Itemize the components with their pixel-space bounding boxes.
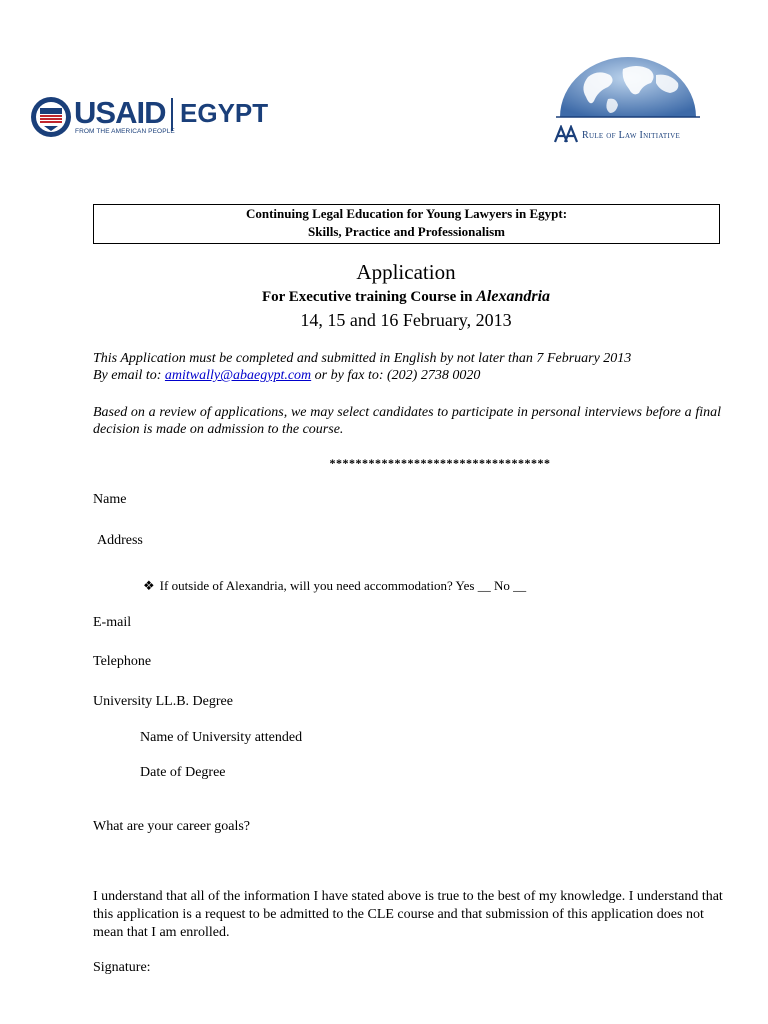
aba-logo bbox=[548, 55, 708, 155]
usaid-tagline: FROM THE AMERICAN PEOPLE bbox=[75, 128, 175, 135]
fax-text: or by fax to: (202) 2738 0020 bbox=[311, 368, 481, 383]
email-label: E-mail bbox=[93, 615, 132, 630]
telephone-label: Telephone bbox=[93, 654, 152, 669]
review-note: Based on a review of applications, we may select candidates to participate in personal interviews before a final decision is made on admission to the course. bbox=[93, 405, 721, 437]
declaration-text: I understand that all of the information I have stated above is true to the best of my knowledge. I understand that this application is a request to be admitted to the CLE course and that submission of this application does not mean that I am enrolled. bbox=[93, 889, 723, 940]
usaid-country: EGYPT bbox=[180, 98, 269, 128]
program-header-box bbox=[93, 204, 720, 244]
page-title: Application bbox=[356, 260, 456, 284]
degree-label: University LL.B. Degree bbox=[93, 694, 233, 709]
signature-label: Signature: bbox=[93, 960, 151, 975]
contact-line bbox=[93, 367, 723, 384]
aba-text: Rule of Law Initiative bbox=[582, 130, 681, 141]
university-label: Name of University attended bbox=[140, 730, 303, 745]
career-goals-label: What are your career goals? bbox=[93, 819, 251, 834]
course-subtitle bbox=[0, 288, 768, 306]
email-prefix: By email to: bbox=[93, 368, 165, 383]
usaid-divider bbox=[171, 98, 173, 131]
email-link[interactable]: amitwally@abaegypt.com bbox=[164, 368, 312, 383]
name-label: Name bbox=[93, 492, 127, 507]
deadline-note bbox=[93, 350, 723, 384]
degree-date-label: Date of Degree bbox=[140, 765, 226, 780]
diamond-bullet-icon: ❖ bbox=[143, 579, 155, 594]
accommodation-text: If outside of Alexandria, will you need accommodation? Yes __ No __ bbox=[159, 578, 527, 593]
accommodation-question bbox=[143, 578, 526, 594]
deadline-line: This Application must be completed and submitted in English by not later than 7 February 2013 bbox=[93, 351, 632, 366]
subtitle-prefix: For Executive training Course in bbox=[261, 289, 477, 305]
subtitle-city: Alexandria bbox=[476, 288, 551, 305]
address-label: Address bbox=[97, 533, 143, 548]
program-title-line-1: Continuing Legal Education for Young Lawyers in Egypt: bbox=[245, 206, 568, 221]
usaid-seal-icon bbox=[30, 96, 72, 138]
globe-icon bbox=[548, 55, 708, 125]
program-title-line-2: Skills, Practice and Professionalism bbox=[308, 224, 505, 239]
usaid-wordmark: USAID bbox=[74, 95, 166, 130]
usaid-logo bbox=[30, 93, 275, 143]
course-dates: 14, 15 and 16 February, 2013 bbox=[300, 310, 512, 330]
aba-mark-icon bbox=[554, 125, 578, 143]
separator: ********************************** bbox=[329, 456, 551, 470]
